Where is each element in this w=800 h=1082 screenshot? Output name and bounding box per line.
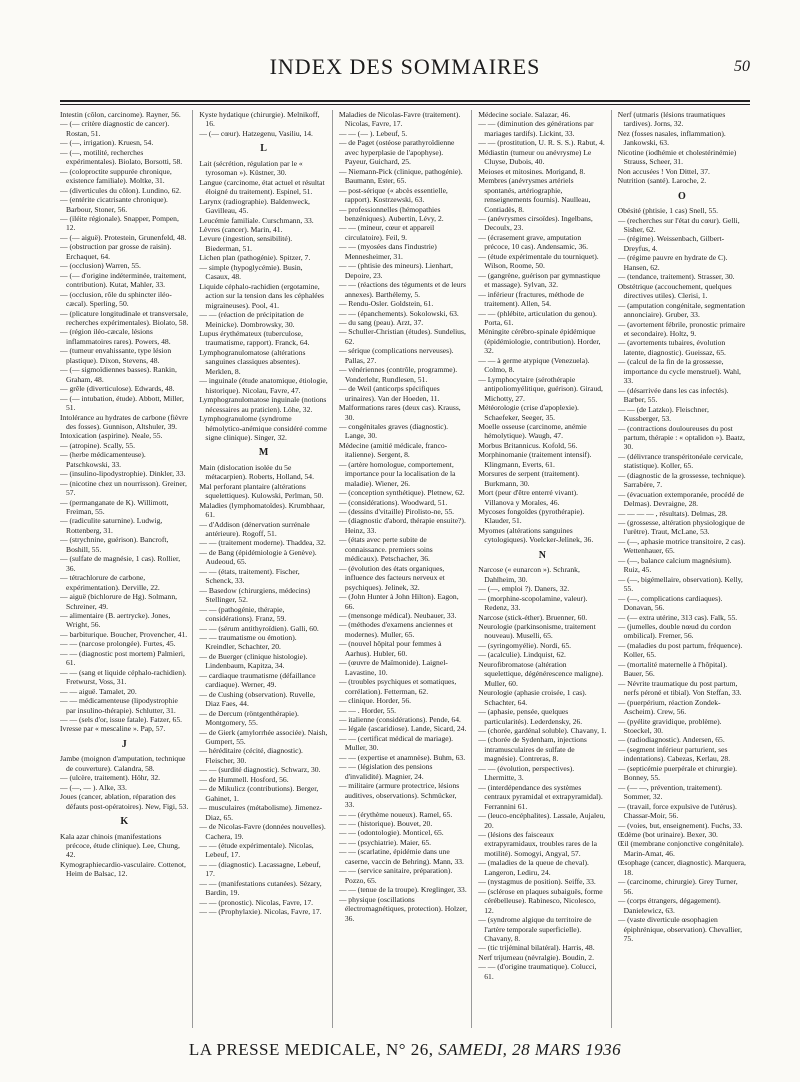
index-entry: Nerf (utmaris (lésions traumatiques tardives). Jorns, 32. <box>617 110 726 129</box>
index-entry: — (occlusion, rôle du sphincter iléo-cæcal). Sperling, 50. <box>60 289 172 309</box>
index-entry: — — (réactions des téguments et de leurs annexes). Barthélemy, 5. <box>338 280 466 299</box>
index-entry: — (jumelles, double nœud du cordon ombilical). Fremer, 56. <box>617 622 732 641</box>
index-entry: — alimentaire (B. aertrycke). Jones, Wright, 56. <box>60 611 171 630</box>
index-entry: Narcose (stick-éther). Bruenner, 60. <box>478 612 588 622</box>
index-entry: — Lymphocytaire (sérothérapie antipoliomyélitique, guérison). Giraud, Michotty, 27. <box>478 374 603 403</box>
index-entry: Morbus Britannicus. Kofold, 56. <box>478 440 578 450</box>
index-entry: — (—, irrigation). Kruesn, 54. <box>60 138 154 148</box>
index-entry: — Névrite traumatique du post partum, nerfs péroné et tibial). Von Steffan, 33. <box>617 678 742 698</box>
index-entry: — (contractions douloureuses du post partum, thérapie : « optalidon »). Baatz, 30. <box>617 423 745 452</box>
index-column <box>339 110 472 1028</box>
index-entry: — (coloproctite suppurée chronique, existence familiale). Moltke, 31. <box>60 166 172 186</box>
index-entry: — — (narcose prolongée). Furtes, 45. <box>60 639 176 649</box>
index-entry: — — à germe atypique (Venezuela). Colmo, 8. <box>478 355 590 375</box>
index-entry: — (pyélite gravidique, problème). Stoeckel, 30. <box>617 716 722 735</box>
index-entry: — (tic trijéminal bilatéral). Harris, 48. <box>478 943 595 953</box>
index-entry: — — (législation des pensions d'invalidité). Magnier, 24. <box>338 762 433 781</box>
index-entry: — (vaste diverticule œsophagien épiphrénique, observation). Chevallier, 75. <box>617 915 743 943</box>
index-entry: — (—, aphasie motrice transitoire, 2 cas). Wettenhauer, 65. <box>617 536 746 556</box>
section-letter: L <box>260 143 267 155</box>
index-entry: — (—, bigémellaire, observation). Kelly, 55. <box>617 574 743 594</box>
index-entry: — (écrasement grave, amputation précoce, 10 cas). Andensamic, 36. <box>478 232 588 252</box>
index-entry: — (chorée, gardénal soluble). Chavany, 1. <box>478 726 607 735</box>
index-entry: — (— intubation, étude). Abbott, Miller, 51. <box>60 393 184 413</box>
index-entry: — — (manifestations cutanées). Sézary, Bardin, 19. <box>199 878 322 898</box>
index-entry: — Basedow (chirurgiens, médecins) Stellinger, 52. <box>199 585 311 605</box>
index-entry: — tétrachlorure de carbone, expérimentation). Derville, 22. <box>60 573 160 592</box>
index-entry: Levure (ingestion, sensibilité). Biederman, 51. <box>199 234 293 253</box>
index-entry: — (— cœur). Hatzegenu, Vasiliu, 14. <box>199 128 313 138</box>
index-entry: — (voies, but, enseignement). Fuchs, 33. <box>617 820 743 830</box>
index-entry: — italienne (considérations). Pende, 64. <box>338 715 461 724</box>
index-entry: Médecine (amitié médicale, franco-italienne). Sergent, 8. <box>338 440 448 460</box>
header-rule <box>60 100 750 102</box>
index-entry: Météorologie (crise d'apoplexie). Schaefeker, Seeger, 35. <box>478 403 579 422</box>
index-entry: — — (service sanitaire, préparation). Pozzo, 65. <box>338 866 453 885</box>
index-entry: — — (étude expérimentale). Nicolas, Lebeuf, 17. <box>199 840 314 860</box>
index-entry: — (nystagmus de position). Seiffe, 33. <box>478 877 596 887</box>
index-entry: — — (psychiatrie). Maier, 65. <box>338 837 432 847</box>
index-entry: Leucémie familiale. Curschmann, 33. <box>199 215 314 225</box>
index-entry: — — (prostitution, U. R. S. S.). Rabut, 4. <box>478 138 605 148</box>
index-entry: — barbiturique. Boucher, Provencher, 41. <box>60 629 188 639</box>
index-entry: Malformations rares (deux cas). Krauss, 30. <box>338 403 461 422</box>
index-entry: — — (certificat médical de mariage). Muller, 30. <box>338 733 454 753</box>
index-entry: — militaire (armure protectrice, lésions auditives, observations). Schmücker, 33. <box>338 781 460 810</box>
index-entry: — (mortalité maternelle à l'hôpital). Bauer, 56. <box>617 659 728 679</box>
index-entry: — musculaires (métabolisme). Jimenez-Diaz, 65. <box>199 803 323 822</box>
index-entry: — (diverticules du côlon). Lundino, 62. <box>60 185 182 195</box>
index-entry: — légale (ascaridiose). Lande, Sicard, 24. <box>338 724 467 734</box>
index-entry: Nerf trijumeau (névralgie). Boudin, 2. <box>478 952 594 962</box>
index-entry: — — (myosées dans l'industrie) Mennesheimer, 31. <box>338 242 437 261</box>
index-entry: Neurologie (aphasie croisée, 1 cas). Schachter, 64. <box>478 688 587 707</box>
index-entry: — (—, — ). Alke, 33. <box>60 782 127 792</box>
index-entry: Mal perforant plantaire (altérations squelettiques). Kulowski, Perlman, 50. <box>199 481 324 501</box>
index-entry: — (syringomyélie). Nordi, 65. <box>478 640 572 650</box>
index-entry: — (tendance, traitement). Strasser, 30. <box>617 272 735 282</box>
index-entry: — — (évolution, perspectives). Lhermitte, 3. <box>478 763 575 783</box>
index-entry: Kyste hydatique (chirurgie). Melnikoff, 16. <box>199 110 320 129</box>
index-entry: — (morphine-scopolamine, valeur). Redenz, 33. <box>478 593 588 613</box>
index-entry: — (herbe médicamenteuse). Patschkowski, 33. <box>60 450 146 469</box>
index-entry: — (entérite cicatrisante chronique). Barbour, Stoner, 56. <box>60 195 168 214</box>
index-entry: — cardiaque traumatisme (défaillance cardiaque). Werner, 49. <box>199 670 316 690</box>
index-entry: Myomes (altérations sanguines cytologiques). Voelcker-Jelinek, 36. <box>478 525 594 545</box>
index-entry: — — (traitement moderne). Thaddea, 32. <box>199 538 326 548</box>
index-entry: — de Buerger (clinique histologie). Lindenbaum, Kapitza, 34. <box>199 651 308 671</box>
index-entry: Liquide céphalo-rachidien (ergotamine, action sur la tension dans les céphalées migraineuses). Pool, 41. <box>199 281 324 310</box>
index-entry: — sérique (complications nerveuses). Pallas, 27. <box>338 346 454 365</box>
index-entry: Lymphogranulome (syndrome hémolytico-anémique considéré comme signe clinique). Singer, 32. <box>199 414 327 442</box>
index-entry: — — traumatisme ou émotion). Kreindler, Schachter, 20. <box>199 633 297 652</box>
index-entry: — de Hummell. Hosford, 56. <box>199 774 289 784</box>
index-entry: Intolérance au hydrates de carbone (fièvre des fosses). Gunnison, Altshuler, 39. <box>60 412 188 431</box>
index-entry: Intoxication (aspirine). Neale, 55. <box>60 431 163 441</box>
index-entry: — congénitales graves (diagnostic). Lange, 30. <box>338 421 449 441</box>
index-entry: — héréditaire (cécité, diagnostic). Fleischer, 30. <box>199 746 303 765</box>
index-column <box>618 110 750 1028</box>
index-entry: — (—, balance calcium magnésium). Ruiz, 45. <box>617 555 732 575</box>
index-entry: — — (érythème noueux). Ramel, 65. <box>338 809 453 819</box>
index-entry: — (— sigmoïdiennes basses). Rankin, Graham, 48. <box>60 365 177 384</box>
section-letter: N <box>538 549 547 561</box>
section-letter: O <box>677 190 686 202</box>
footer-journal: LA PRESSE MEDICALE, N° 26, <box>188 1040 439 1059</box>
index-entry: — — (pathogénie, thérapie, considérations). Franz, 59. <box>199 604 287 624</box>
index-entry: — (dessins d'vitaille) Pirolisto-ne, 55. <box>338 507 455 517</box>
index-entry: — (segment inférieur parturient, ses indentations). Cabezas, Kerlau, 28. <box>617 744 731 764</box>
index-entry: — de Paget (ostéose parathyroïdienne avec hyperplasie de l'apophyse). Payeur, Guichard, 25. <box>338 138 455 167</box>
index-entry: — clinique. Horder, 56. <box>338 696 412 706</box>
index-entry: — — (historique). Bouvet, 20. <box>338 818 433 828</box>
index-entry: Œsophage (cancer, diagnostic). Marquera, 18. <box>617 858 746 877</box>
index-entry: — (insulino-lipodystrophie). Dinkler, 33. <box>60 469 186 479</box>
index-entry: — — (Prophylaxie). Nicolas, Favre, 17. <box>199 907 322 917</box>
index-entry: — (plicature longitudinale et transversale, recherches expérimentales). Biolato, 58. <box>60 308 189 327</box>
index-entry: Kymographiecardio-vasculaire. Cottenot, Heim de Balsac, 12. <box>60 859 186 879</box>
index-entry: — Niemann-Pick (clinique, pathogénie). Baumann, Ester, 65. <box>338 166 463 186</box>
index-entry: — (avortements tubaires, évolution latente, diagnostic). Gueissaz, 65. <box>617 338 726 357</box>
index-entry: Maladies (lymphomatoïdes). Krumbhaar, 61. <box>199 500 325 520</box>
index-entry: — — (diminution des générations par mariages tardifs). Lickint, 33. <box>478 119 594 138</box>
index-entry: — (—, emploi ?). Daners, 32. <box>478 584 570 594</box>
index-entry: Moelle osseuse (carcinome, anémie hémolytique). Waugh, 47. <box>478 421 587 441</box>
index-entry: — (syndrome algique du territoire de l'artère temporale superficielle). Chavany, 8. <box>478 915 592 943</box>
index-entry: — (travail, force expulsive de l'utérus). Chassar-Moir, 56. <box>617 801 737 821</box>
index-entry: — — (surdité diagnostic). Schwarz, 30. <box>199 765 321 775</box>
index-entry: — de Bang (épidémiologie à Genève). Audeoud, 65. <box>199 547 317 567</box>
index-entry: — de Cushing (observation). Ruvelle, Diaz Faes, 44. <box>199 689 315 709</box>
index-entry: — (région iléo-cæcale, lésions inflammatoires rares). Powers, 48. <box>60 327 171 346</box>
index-entry: — vénériennes (contrôle, programme). Vonderlehr, Rundlesen, 51. <box>338 365 458 384</box>
index-entry: — de Nicolas-Favre (données nouvelles). Cachera, 19. <box>199 822 326 841</box>
index-entry: — inguinale (étude anatomique, étiologie, historique). Nicolau, Favre, 47. <box>199 376 328 395</box>
index-entry: Neurologie (parkinsonisme, traitement nouveau). Muselli, 65. <box>478 622 596 641</box>
index-entry: Lait (sécrétion, régulation par le « tyrosoman »). Küstner, 30. <box>199 158 303 178</box>
index-entry: — (— extra utérine, 313 cas). Falk, 55. <box>617 612 738 622</box>
index-entry: — — (expertise et anamnèse). Buhm, 63. <box>338 752 466 762</box>
index-entry: — (John Hunter à John Hilton). Eagon, 66. <box>338 592 459 611</box>
index-entry: — (septicémie puerpérale et chirurgie). Bonney, 55. <box>617 763 738 783</box>
index-entry: — (sclérose en plaques subaiguës, forme cérébelleuse). Rabinesco, Nicolesco, 12. <box>478 886 603 915</box>
index-entry: — — (mineur, cœur et appareil circulatoire). Feil, 9. <box>338 223 435 242</box>
index-entry: — (diagnostic de la grossesse, technique). Sarrabère, 7. <box>617 470 746 490</box>
index-entry: — (strychnine, guérison). Bancroft, Boshill, 55. <box>60 535 169 554</box>
index-column <box>199 110 332 1028</box>
index-entry: — d'Addison (dénervation surrénale antérieure). Rogoff, 51. <box>199 519 310 539</box>
index-entry: — de Weil (anticorps spécifiques urinaires). Van der Hoeden, 11. <box>338 384 440 403</box>
index-entry: — (ulcère, traitement). Höhr, 32. <box>60 773 161 783</box>
index-entry: Lèvres (cancer). Marin, 41. <box>199 224 283 234</box>
index-entry: — (méthodes d'examens anciennes et modernes). Muller, 65. <box>338 620 453 639</box>
index-entry: — simple (hypoglycémie). Busin, Casaux, 48. <box>199 262 303 282</box>
index-entry: — — (pronostic). Nicolas, Favre, 17. <box>199 897 314 907</box>
index-entry: — (troubles psychiques et somatiques, corrélation). Fetterman, 62. <box>338 677 457 696</box>
index-entry: — — . Horder, 55. <box>338 705 397 715</box>
index-entry: — (—, motilité, recherches expérimentales). Biolato, Borsotti, 58. <box>60 147 183 167</box>
index-entry: Meioses et mitosines. Morigand, 8. <box>478 166 586 176</box>
index-entry: — (nouvel hôpital pour femmes à Aarhus). Hubler, 60. <box>338 639 442 658</box>
index-entry: — (iléite régionale). Snapper, Pompen, 12. <box>60 213 179 233</box>
index-entry: — grêle (diverticulose). Edwards, 48. <box>60 384 175 394</box>
index-entry: — (—, complications cardiaques). Donavan, 56. <box>617 593 723 613</box>
index-entry: — (corps étrangers, dégagement). Danielewicz, 63. <box>617 896 721 915</box>
index-entry: — (anévrysmes cirsoïdes). Ingelbans, Decoulx, 23. <box>478 213 593 233</box>
index-entry: — (régime pauvre en hydrate de C). Hansen, 62. <box>617 253 728 272</box>
index-column <box>60 110 193 1028</box>
index-entry: — (délivrance transpéritonéale cervicale, statistique). Koller, 65. <box>617 451 743 471</box>
index-entry: — (mensonge médical). Neubauer, 33. <box>338 611 457 621</box>
index-entry: — (— —, prévention, traitement). Sommer, 32. <box>617 782 723 802</box>
index-entry: — (conception synthétique). Pletnew, 62. <box>338 488 465 498</box>
index-entry: — (leuco-encéphalites). Lassale, Aujaleu, 20. <box>478 811 606 830</box>
index-entry: Non accusées ! Von Dittel, 37. <box>617 166 710 176</box>
index-entry: — (aphasie, pensée, quelques particularités). Lederdensky, 26. <box>478 707 583 726</box>
index-entry: — (nicotine chez un nourrisson). Greiner, 57. <box>60 478 187 498</box>
index-column <box>478 110 611 1028</box>
page-footer <box>60 1040 750 1060</box>
index-entry: — (évolution des états organiques, influence des facteurs nerveux et psychiques). Jelinek, 32. <box>338 563 445 592</box>
index-entry: — — (diagnostic post mortem) Palmieri, 61. <box>60 648 185 668</box>
index-entry: — — (tenue de la troupe). Kreglinger, 33. <box>338 885 467 895</box>
index-entry: — (désarrivée dans les cas infectés). Barber, 55. <box>617 385 729 405</box>
index-entry: — (diagnostic d'abord, thérapie ensuite?). Heinz, 33. <box>338 516 466 535</box>
index-entry: Narcose (« eunarcon »). Schrank, Dahlheim, 30. <box>478 565 580 584</box>
index-entry: — (occlusion) Warren, 55. <box>60 261 141 271</box>
index-entry: Kala azar chinois (manifestations précoce, étude clinique). Lee, Chung, 42. <box>60 831 180 860</box>
index-entry: — (sulfate de magnésie, 1 cas). Rollier, 36. <box>60 554 181 573</box>
index-entry: — (gangrène, guérison par gymnastique et massage). Sylvan, 32. <box>478 270 601 290</box>
section-letter: K <box>120 816 129 828</box>
index-entry: — Rendu-Osler. Goldstein, 61. <box>338 299 434 309</box>
index-columns <box>60 110 750 1028</box>
index-entry: Lymphogranulomatose inguinale (notions nécessaires au praticien). Löhe, 32. <box>199 395 327 414</box>
index-entry: — (grossesse, altération physiologique de l'urètre). Traut, McLane, 53. <box>617 518 745 537</box>
index-entry: — — aiguë. Tamalet, 20. <box>60 686 137 696</box>
index-entry: — (radiculite saturnine). Ludwig, Rottenberg, 31. <box>60 516 163 535</box>
index-entry: — — — — , résultats). Delmas, 28. <box>617 508 728 518</box>
index-entry: — (— d'origine indéterminée, traitement, contribution). Kutat, Mahler, 33. <box>60 270 187 290</box>
index-entry: Lichen plan (pathogénie). Spitzer, 7. <box>199 253 311 263</box>
page-title: INDEX DES SOMMAIRES <box>269 54 541 79</box>
index-entry: — (chorée de Sydenham, injections intramusculaires de sulfate de magnésie). Contreras, 8. <box>478 735 587 764</box>
index-entry: — (évacuation extemporanée, procédé de Delmas). Devraigne, 28. <box>617 489 744 509</box>
index-entry: — (recherches sur l'état du cœur). Gelli, Sisher, 62. <box>617 215 740 234</box>
index-entry: — — (de Latzko). Fleischner, Kussberger, 53. <box>617 404 709 424</box>
index-entry: — Schuller-Christian (études). Sundelius, 62. <box>338 327 466 346</box>
section-letter: M <box>258 447 269 459</box>
index-entry: — — (— ). Lebeuf, 5. <box>338 128 408 138</box>
index-entry: — (calcul de la fin de la grossesse, importance du cycle menstruel). Wahl, 33. <box>617 357 741 386</box>
index-entry: Jambe (moignon d'amputation, technique de couverture). Calandra, 58. <box>60 754 186 773</box>
index-entry: Obésité (phtisie, 1 cas) Snell, 55. <box>617 206 719 216</box>
index-entry: — — (réaction de précipitation de Meinicke). Dombrowsky, 30. <box>199 310 304 329</box>
index-entry: Neurofibromatose (altération squelettique, dégénérescence maligne). Muller, 60. <box>478 659 604 688</box>
index-entry: — (acalculie). Lindquist, 62. <box>478 650 566 660</box>
index-entry: — (artère homologue, comportement, importance pour la localisation de la maladie). Wiener, 26. <box>338 459 456 488</box>
index-entry: Obstétrique (accouchement, quelques directives utiles). Clerisi, 1. <box>617 281 732 301</box>
index-entry: — de Mikulicz (contributions). Berger, Gahinet, 1. <box>199 784 319 803</box>
index-entry: — (— critère diagnostic de cancer). Rostan, 51. <box>60 119 170 138</box>
index-entry: — — médicamenteuse (lipodystrophie par insulino-thérapie). Schlutter, 31. <box>60 696 178 715</box>
index-entry: — — (diagnostic). Lacassagne, Lebeuf, 17. <box>199 859 321 879</box>
index-entry: Médiastin (tumeur ou anévrysme) Le Cluyse, Dubois, 40. <box>478 147 592 167</box>
index-entry: — de Dercum (röntgenthérapie). Montgomery, 55. <box>199 708 299 728</box>
index-entry: — (régime). Weissenbach, Gilbert-Dreyfus, 4. <box>617 234 725 253</box>
index-entry: Main (dislocation isolée du 5e métacarpien). Roberts, Holland, 54. <box>199 462 315 482</box>
index-entry: — (obstruction par grosse de raisin). Erchaquet, 64. <box>60 242 172 261</box>
index-entry: Joues (cancer, ablation, réparation des défauts post-opératoires). New, Figi, 53. <box>60 792 189 811</box>
index-entry: — (— aiguë). Protestein, Grunenfeld, 48. <box>60 232 187 242</box>
index-entry: — de Gierk (amylorrhée associée). Naish, Gumpert, 55. <box>199 727 328 746</box>
index-entry: — (considérations). Woodward, 51. <box>338 497 448 507</box>
index-entry: — (avortement fébrile, pronostic primaire et secondaire). Holtz, 9. <box>617 319 746 338</box>
index-entry: — (interdépendance des systèmes centraux pyramidal et extrapyramidal). Ferrannini 61. <box>478 782 603 811</box>
index-entry: — (radiodiagnostic). Andersen, 65. <box>617 735 725 745</box>
index-entry: Lupus érythémateux (tuberculose, traumatisme, rapport). Franck, 64. <box>199 328 310 348</box>
index-entry: — (puerpérium, réaction Zondek-Ascheim). Crew, 56. <box>617 697 721 717</box>
index-entry: — — (sérum antithyroïdien). Galli, 60. <box>199 623 319 633</box>
index-entry: — (atropine). Scally, 55. <box>60 440 136 450</box>
index-entry: — — (épanchements). Sokolowski, 63. <box>338 308 459 318</box>
index-entry: — (étude expérimentale du tourniquet). Wilson, Roome, 50. <box>478 251 599 271</box>
index-entry: — professionnelles (hémopathies benzéniques). Aubertin, Lévy, 2. <box>338 204 444 223</box>
section-letter: J <box>121 738 127 750</box>
index-entry: Nez (fosses nasales, inflammation). Jankowski, 63. <box>617 128 726 148</box>
index-entry: Œil (membrane conjonctive congénitale). Marin-Amat, 46. <box>617 839 744 858</box>
index-entry: — (carcinome, chirurgie). Grey Turner, 56. <box>617 877 738 896</box>
footer-date: SAMEDI, 28 MARS 1936 <box>438 1040 622 1059</box>
index-entry: — physique (oscillations électromagnétiques, protection). Holzer, 36. <box>338 894 468 923</box>
header-rule-thin <box>60 104 750 105</box>
index-entry: Morphinomanie (traitement intensif). Klingmann, Everts, 61. <box>478 450 592 469</box>
index-entry: — aiguë (bichlorure de Hg). Solmann, Schreiner, 49. <box>60 592 178 611</box>
index-entry: Médecine sociale. Salazar, 46. <box>478 110 571 119</box>
index-entry: Larynx (radiographie). Baldenweck, Gavilleau, 45. <box>199 196 310 216</box>
index-entry: Œdème (bot urinaire). Bexer, 30. <box>617 829 718 839</box>
index-entry: — (lésions des faisceaux extrapyramidaux, troubles rares de la motilité). Somogyi, Angyal, 57. <box>478 829 598 858</box>
index-entry: — (œuvre de Maïmonide). Laignel-Lavastine, 10. <box>338 658 448 677</box>
index-entry: Morsures de serpent (traitement). Burkmann, 30. <box>478 469 580 488</box>
index-entry: — — (scarlatine, épidémie dans une caserne, vaccin de Behring). Mann, 33. <box>338 847 464 866</box>
index-entry: Ivresse par « mescaline ». Pap, 57. <box>60 724 166 734</box>
index-entry: Langue (carcinome, état actuel et résultat éloigné du traitement). Espinel, 51. <box>199 177 325 197</box>
index-entry: — — (d'origine traumatique). Colucci, 61. <box>478 962 597 981</box>
index-entry: — (tumeur envahissante, type lésion plastique). Dixon, Stevens, 48. <box>60 346 172 365</box>
index-entry: — — (sels d'or, issue fatale). Fatzer, 65. <box>60 715 183 724</box>
index-entry: Mycoses fongoïdes (pyrothérapie). Klauder, 51. <box>478 507 585 526</box>
index-entry: — — (phtisie des mineurs). Lienhart, Depoire, 23. <box>338 261 453 280</box>
index-entry: — — (phlébite, articulation du genou). Porta, 61. <box>478 308 597 327</box>
index-entry: — (états avec perte subite de connaissance. premiers soins médicaux). Petschacher, 36. <box>338 535 433 564</box>
index-entry: Maladies de Nicolas-Favre (traitement). Nicolas, Favre, 17. <box>338 110 461 129</box>
index-entry: — — (odontologie). Monticel, 65. <box>338 828 444 838</box>
index-entry: — inférieur (fractures, méthode de traitement). Allen, 54. <box>478 289 584 309</box>
page-header <box>60 52 750 92</box>
index-entry: — (maladies du post partum, fréquence). Koller, 65. <box>617 640 743 660</box>
index-entry: Lymphogranulomatose (altérations sanguines classiques absentes). Merklen, 8. <box>199 347 306 376</box>
index-entry: — du sang (peau). Arzt, 37. <box>338 317 424 327</box>
index-entry: — (amputation congénitale, segmentation annonciaire). Gruber, 33. <box>617 300 745 320</box>
index-entry: — post-sérique (« abcès essentielle, rapport). Kostrzewski, 63. <box>338 185 448 205</box>
index-entry: Nutrition (santé). Laroche, 2. <box>617 176 707 186</box>
index-entry: — — (sang et liquide céphalo-rachidien). Fretwurst, Voss, 31. <box>60 667 187 687</box>
index-entry: Intestin (côlon, carcinome). Rayner, 56. <box>60 110 181 119</box>
index-entry: — (permanganate de K). Willimott, Freiman, 55. <box>60 497 169 517</box>
index-entry: Membres (anévrysmes artériels spontanés, artériographie, renseignements fournis). Naulleau, Contiadès, 8. <box>478 176 591 214</box>
index-entry: — (maladies de la queue de cheval). Langeron, Lediru, 24. <box>478 858 589 877</box>
index-entry: — — (états, traitement). Fischer, Schenck, 33. <box>199 566 300 586</box>
index-entry: Nicotine (iodhémie et cholestérinémie) Strauss, Scheer, 31. <box>617 147 737 167</box>
index-entry: Méningite cérébro-spinale épidémique (épidémiologie, contribution). Horder, 32. <box>478 327 601 356</box>
index-entry: Mort (peur d'être enterré vivant). Villanova y Morales, 46. <box>478 488 579 507</box>
page-number: 50 <box>734 58 750 75</box>
